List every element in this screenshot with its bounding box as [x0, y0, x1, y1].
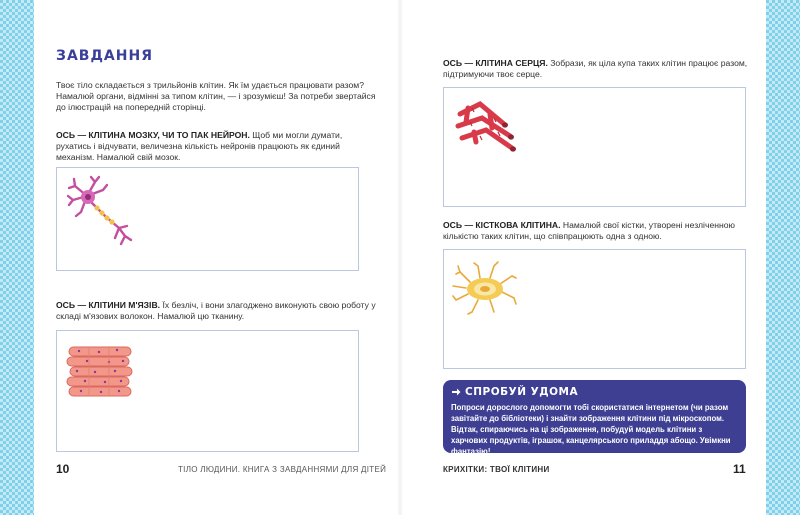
- left-border-pattern: [0, 0, 34, 515]
- heart-task-title: ОСЬ — КЛІТИНА СЕРЦЯ.: [443, 58, 548, 68]
- muscle-task-text: [56, 300, 378, 322]
- try-at-home-title-text: СПРОБУЙ УДОМА: [465, 386, 579, 398]
- try-at-home-text: Попроси дорослого допомогти тобі скористатися інтернетом (чи разом завітайте до бібліотеки) і знайти зображення клітини під мікроскопом. Відтак, спираючись на ці зображення, побудуй модель клітини з харчових продуктів, іграшок, канцелярського приладдя абощо. Увімкни фантазію!: [451, 403, 731, 456]
- heart-cells-illustration: [452, 96, 524, 156]
- try-at-home-box: [443, 380, 746, 456]
- heart-drawing-box[interactable]: [443, 87, 746, 207]
- muscle-task-title: ОСЬ — КЛІТИНИ М'ЯЗІВ.: [56, 300, 161, 310]
- right-border-pattern: [766, 0, 800, 515]
- brain-drawing-box[interactable]: [56, 167, 359, 271]
- brain-task-title: ОСЬ — КЛІТИНА МОЗКУ, ЧИ ТО ПАК НЕЙРОН.: [56, 130, 250, 140]
- intro-text: Твоє тіло складається з трильйонів клітин. Як їм удається працювати разом? Намалюй органи, відмінні за типом клітин, — і зрозумієш! За потреби звертайся до ілюстрацій на попередній сторінці.: [56, 80, 376, 112]
- task-heading: ЗАВДАННЯ: [56, 48, 153, 64]
- right-page-number: 11: [733, 462, 746, 476]
- brain-task-text: [56, 130, 378, 163]
- bone-cell-illustration: [450, 260, 520, 316]
- arrow-right-icon: [451, 387, 461, 397]
- right-page-footer: КРИХІТКИ: ТВОЇ КЛІТИНИ: [443, 465, 550, 474]
- muscle-drawing-box[interactable]: [56, 330, 359, 452]
- try-at-home-title: [451, 386, 738, 398]
- left-page-number: 10: [56, 462, 70, 476]
- bone-task-text: [443, 220, 753, 242]
- heart-task-text: [443, 58, 753, 80]
- bone-drawing-box[interactable]: [443, 249, 746, 369]
- heart-task-body: Зобрази, як ціла купа таких клітин працює разом, підтримуючи твоє серце.: [443, 58, 748, 79]
- muscle-cells-illustration: [65, 345, 135, 397]
- muscle-task-body: Їх безліч, і вони злагоджено виконують свою роботу у складі м'язових волокон. Намалюй цю тканину.: [56, 300, 376, 321]
- right-page: [403, 0, 766, 515]
- left-page-footer: ТІЛО ЛЮДИНИ. КНИГА З ЗАВДАННЯМИ ДЛЯ ДІТЕЙ: [178, 465, 387, 474]
- neuron-illustration: [65, 174, 145, 254]
- left-page: [34, 0, 397, 515]
- bone-task-title: ОСЬ — КІСТКОВА КЛІТИНА.: [443, 220, 561, 230]
- bone-task-body: Намалюй свої кістки, утворені незліченною кількістю таких клітин, що співпрацюють одна з одною.: [443, 220, 735, 241]
- brain-task-body: Щоб ми могли думати, рухатись і відчувати, величезна кількість нейронів працюють як єдиний механізм. Намалюй свій мозок.: [56, 130, 343, 162]
